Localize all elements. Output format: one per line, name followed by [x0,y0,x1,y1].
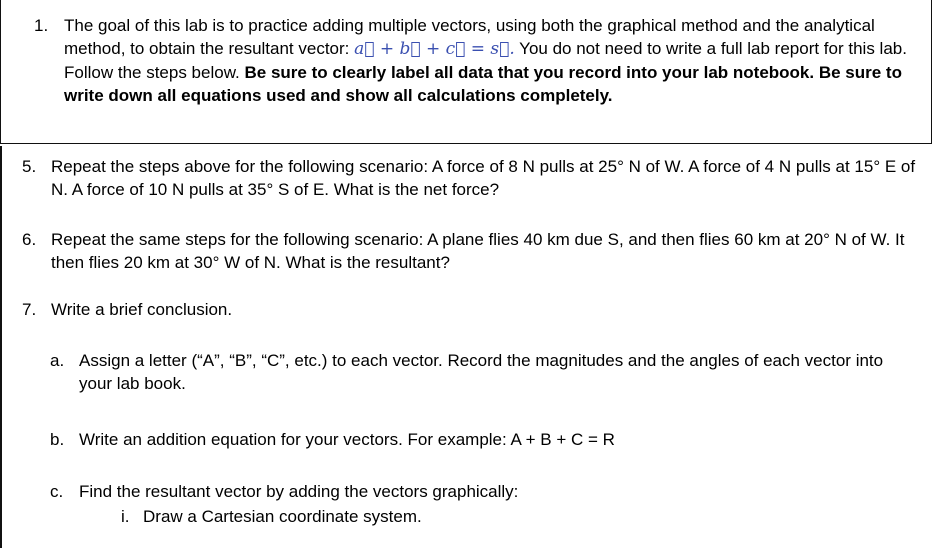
item-1-intro: The goal of this lab is to practice adding multiple vectors, using both the graphical method and the analytical method, to obtain the resultant vector: [64,16,875,58]
item-6-number: 6. [22,230,37,249]
item-5-text: Repeat the steps above for the following scenario: A force of 8 N pulls at 25° N of W. A force of 4 N pulls at 15° E of N. A force of 10 N pulls at 35° S of E. What is the net force? [51,157,916,199]
sub-a-label: a. [50,351,65,370]
item-5-number: 5. [22,157,37,176]
sub-a-text: Assign a letter (“A”, “B”, “C”, etc.) to each vector. Record the magnitudes and the angles of each vector into your lab book. [79,351,884,393]
sub-b-text: Write an addition equation for your vectors. For example: A + B + C = R [79,430,615,449]
sub-c-i-label: i. [121,507,130,526]
item-7-number: 7. [22,300,37,319]
sub-c-i-text: Draw a Cartesian coordinate system. [143,507,422,526]
item-6-text: Repeat the same steps for the following scenario: A plane flies 40 km due S, and then flies 60 km at 20° N of W. It then flies 20 km at 30° W of N. What is the resultant? [51,230,905,272]
item-1-bold-note: Be sure to clearly label all data that you record into your lab notebook. Be sure to write down all equations used and show all calculations completely. [64,63,902,105]
instructions-panel [0,0,932,144]
item-7-text: Write a brief conclusion. [51,300,233,319]
item-1-number: 1. [34,16,49,35]
sub-c-label: c. [50,482,64,501]
sub-c-text: Find the resultant vector by adding the vectors graphically: [79,482,519,501]
sub-b-label: b. [50,430,65,449]
vector-equation: a⃗ + b⃗ + c⃗ = s⃗. [354,39,515,59]
item-1-instructions: You do not need to write a full lab report for this lab. Follow the steps below. [64,39,907,82]
item-1-text [64,14,914,107]
